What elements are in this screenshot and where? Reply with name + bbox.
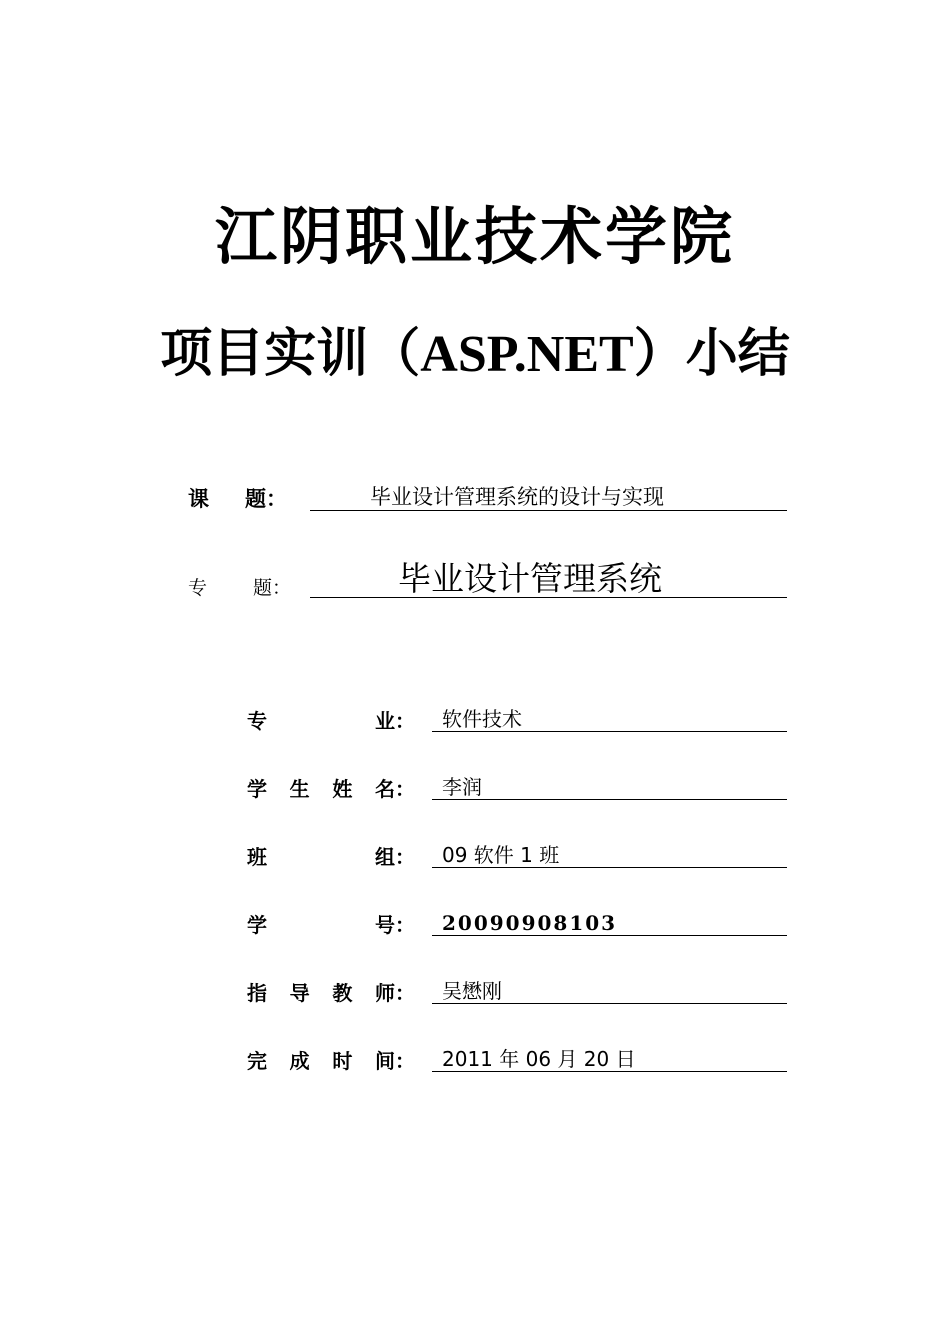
student-name-label-char: 名： — [374, 777, 415, 801]
report-title-suffix: ）小结 — [633, 324, 790, 384]
report-title — [0, 322, 950, 387]
student-name-label — [247, 777, 415, 801]
completion-date-label — [247, 1049, 415, 1073]
report-title-latin: ASP.NET — [420, 326, 634, 383]
student-name-label-char: 姓 — [332, 777, 353, 801]
school-name: 江阴职业技术学院 — [214, 200, 735, 273]
class-value: 09 软件 1 班 — [442, 843, 560, 867]
completion-date-label-char: 间： — [374, 1049, 415, 1073]
topic-value: 毕业设计管理系统的设计与实现 — [370, 485, 664, 509]
completion-date-value: 2011 年 06 月 20 日 — [442, 1047, 636, 1071]
special-topic-label-char-1: 专 — [188, 577, 208, 599]
special-topic-value: 毕业设计管理系统 — [398, 559, 662, 598]
special-topic-label-char-2: 题： — [253, 577, 292, 599]
topic-label — [188, 487, 287, 511]
class-label-char: 组： — [375, 845, 415, 869]
advisor-label-char: 教 — [332, 981, 353, 1005]
topic-label-char-2: 题： — [245, 487, 287, 511]
completion-date-label-char: 成 — [289, 1049, 310, 1073]
advisor-label — [247, 981, 415, 1005]
student-name-label-char: 学 — [247, 777, 267, 801]
advisor-label-char: 指 — [247, 981, 267, 1005]
major-label — [247, 709, 415, 733]
major-label-char: 专 — [247, 709, 267, 733]
report-title-prefix: 项目实训（ — [160, 324, 421, 384]
advisor-label-char: 导 — [289, 981, 310, 1005]
topic-label-char-1: 课 — [188, 487, 209, 511]
student-id-label-char: 号： — [375, 913, 415, 937]
completion-date-label-char: 完 — [247, 1049, 267, 1073]
major-value: 软件技术 — [442, 707, 522, 731]
student-id-label-char: 学 — [247, 913, 267, 937]
class-label-char: 班 — [247, 845, 267, 869]
advisor-label-char: 师： — [374, 981, 415, 1005]
student-name-underline — [432, 777, 787, 800]
special-topic-label — [188, 576, 291, 600]
class-label — [247, 845, 415, 869]
completion-date-label-char: 时 — [332, 1049, 353, 1073]
student-id-label — [247, 913, 415, 937]
advisor-value: 吴懋刚 — [442, 979, 502, 1003]
student-name-value: 李润 — [442, 775, 482, 799]
major-label-char: 业： — [375, 709, 415, 733]
student-id-value: 20090908103 — [442, 911, 618, 935]
student-name-label-char: 生 — [289, 777, 310, 801]
